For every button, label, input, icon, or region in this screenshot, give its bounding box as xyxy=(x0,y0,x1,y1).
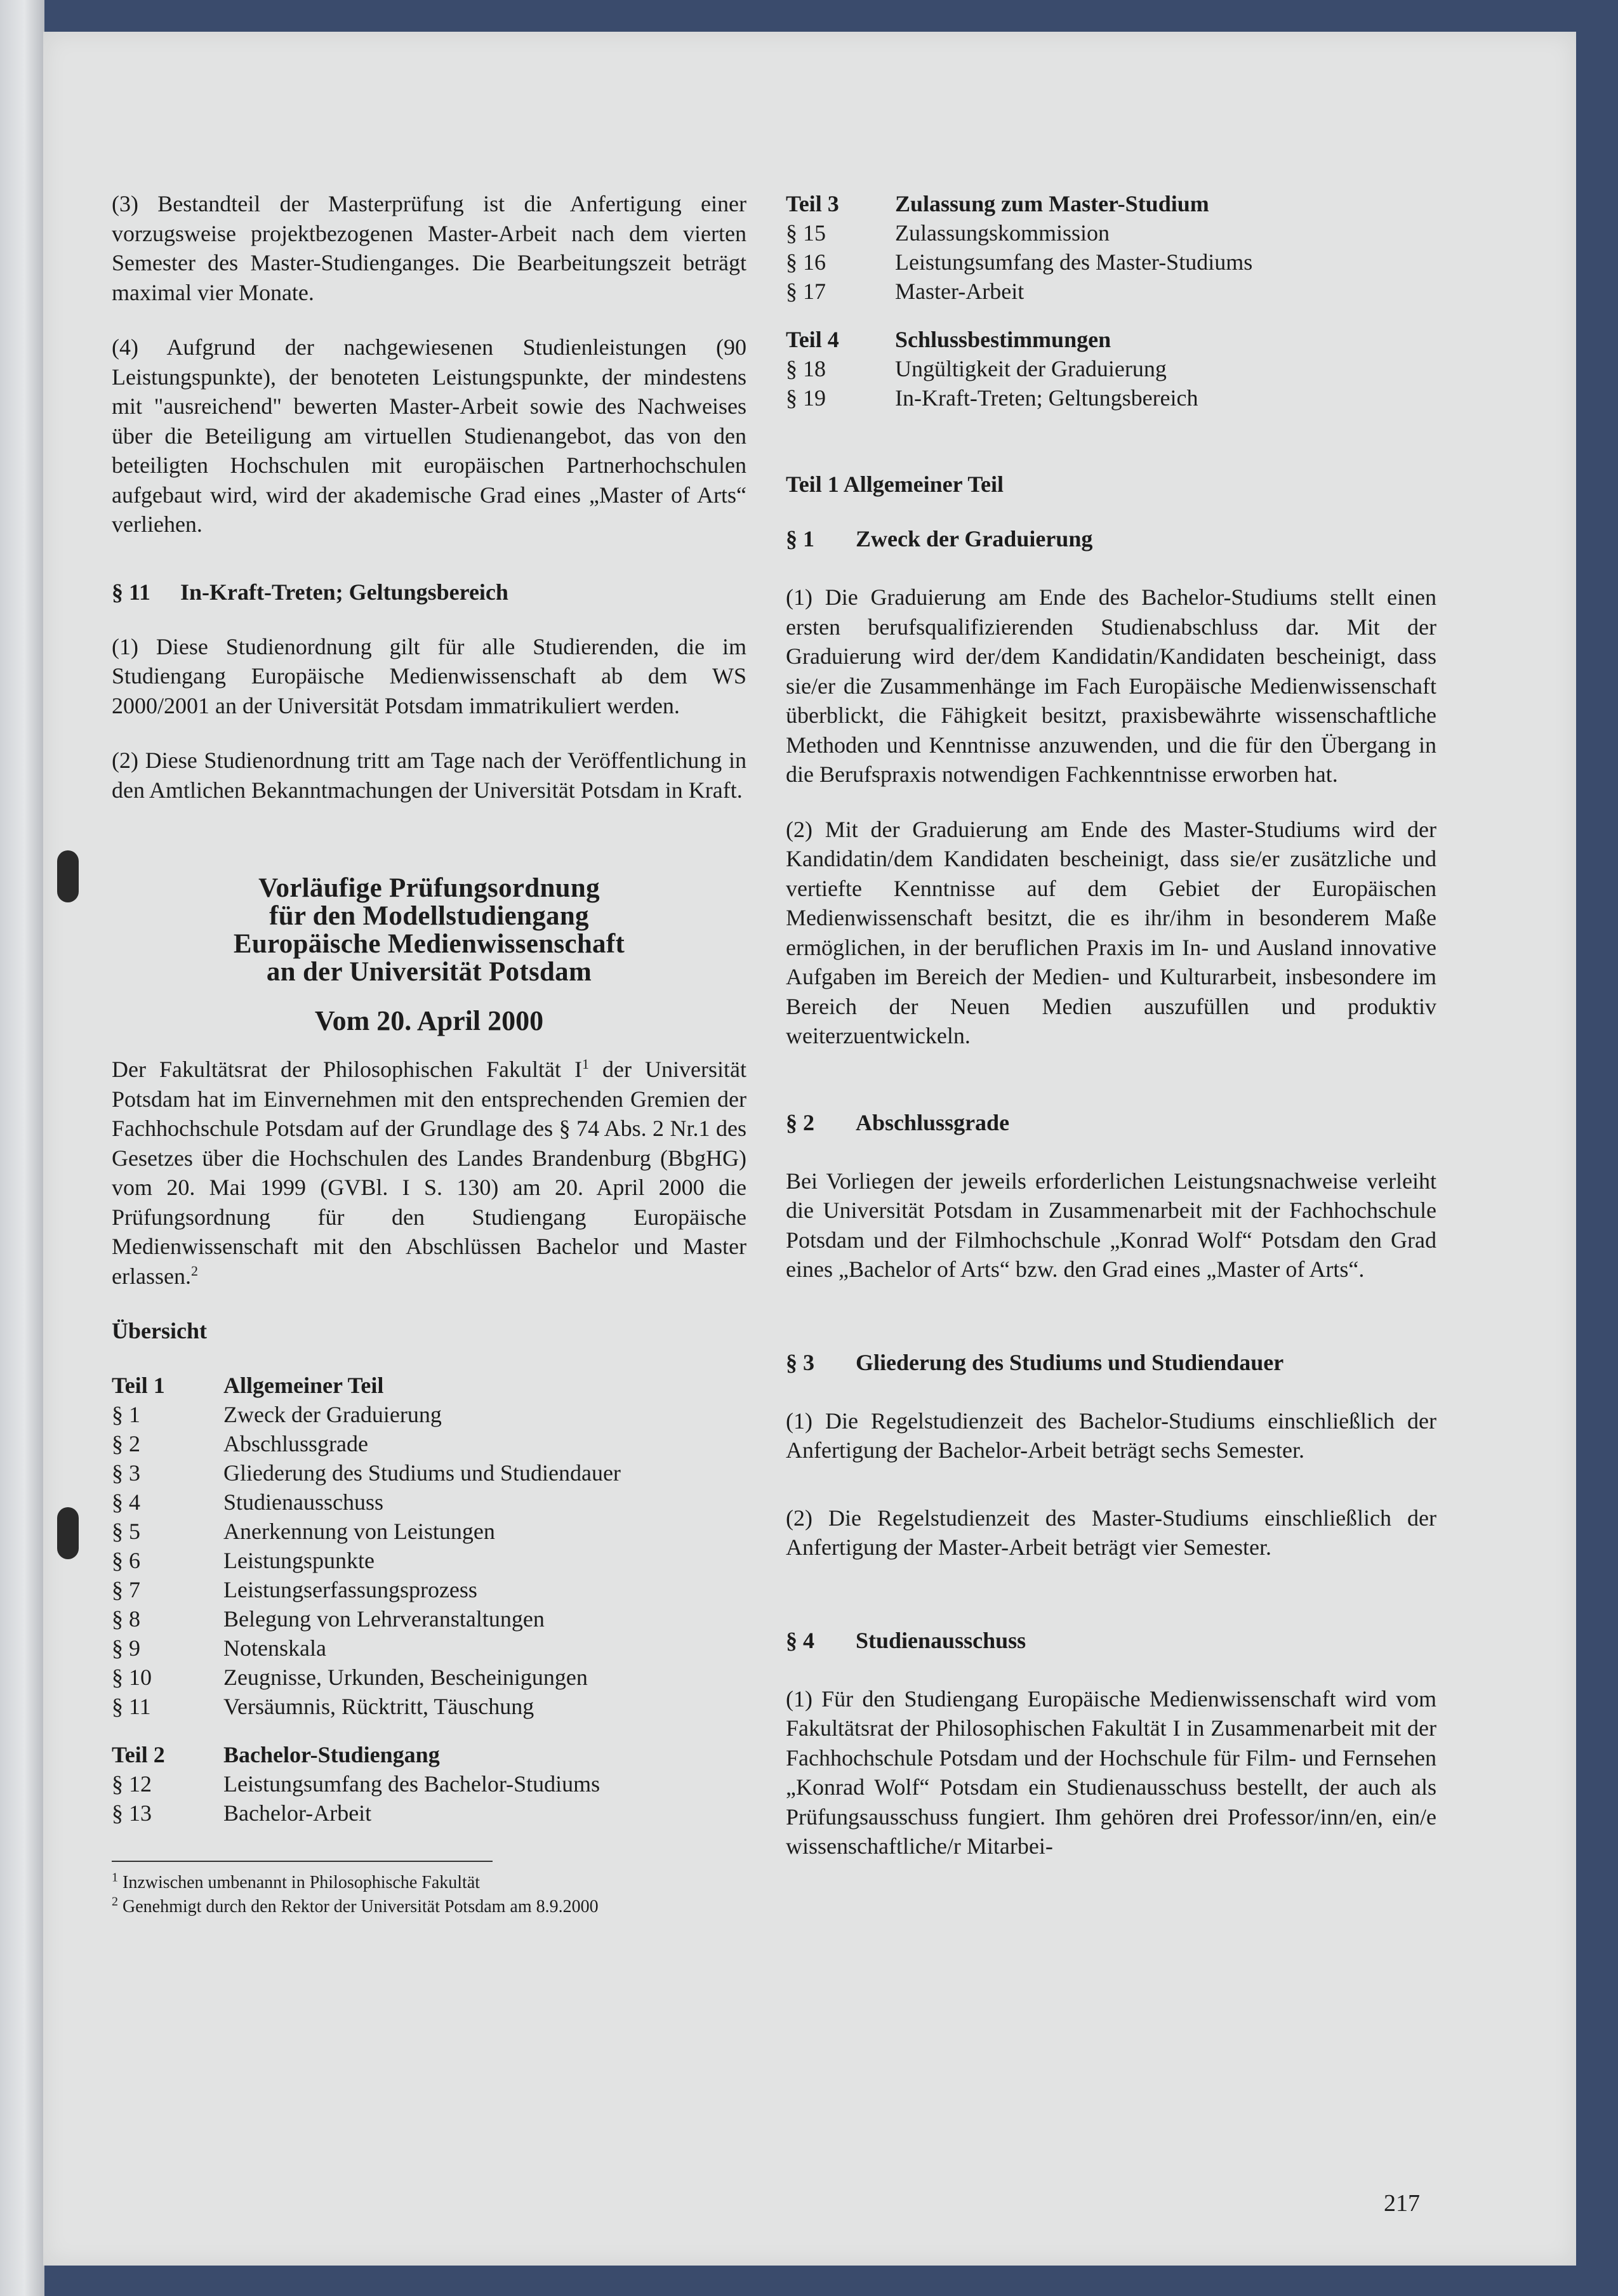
footnote: $^2$ Genehmigt durch den Rektor der Universität Potsdam am 8.9.2000 xyxy=(112,1894,599,1917)
toc-key: § 9 xyxy=(112,1635,140,1661)
section-title: In-Kraft-Treten; Geltungsbereich xyxy=(180,579,508,605)
toc-entry xyxy=(112,1633,746,1663)
toc-key: § 4 xyxy=(112,1489,140,1515)
binding-hole xyxy=(57,850,79,902)
toc-value: Anerkennung von Leistungen xyxy=(223,1519,495,1544)
document-page xyxy=(43,32,1576,2266)
toc-value: Zulassung zum Master-Studium xyxy=(895,191,1209,216)
part-heading: Teil 1 Allgemeiner Teil xyxy=(786,472,1004,497)
toc-part-heading xyxy=(786,189,1436,218)
toc-key: § 13 xyxy=(112,1800,152,1826)
toc-value: Notenskala xyxy=(223,1635,326,1661)
toc-entry xyxy=(786,247,1436,277)
section-heading xyxy=(112,577,746,607)
paragraph: (2) Die Regelstudienzeit des Master-Studiums einschließlich der Anfertigung der Master-Arbeit beträgt vier Semester. xyxy=(786,1505,1436,1560)
toc-value: Ungültigkeit der Graduierung xyxy=(895,356,1167,381)
footnote-rule xyxy=(112,1861,493,1862)
paragraph: (1) Für den Studiengang Europäische Medienwissenschaft wird vom Fakultätsrat der Philosophischen Fakultät I in Zusammenarbeit mit der Fachhochschule Potsdam und der Hochschule für Film- und Fernsehen „Konrad Wolf“ Potsdam ein Studienausschuss bestellt, der auch als Prüfungsausschuss fungiert. Ihm gehören drei Professor/inn/en, ein/e wissenschaftliche/r Mitarbei- xyxy=(786,1686,1436,1859)
toc-entry xyxy=(112,1604,746,1633)
toc-entry xyxy=(112,1769,746,1798)
paragraph: (1) Die Regelstudienzeit des Bachelor-Studiums einschließlich der Anfertigung der Bachelor-Arbeit beträgt sechs Semester. xyxy=(786,1408,1436,1463)
toc-entry xyxy=(112,1517,746,1546)
toc-value: Bachelor-Studiengang xyxy=(223,1742,440,1767)
toc-value: Zulassungskommission xyxy=(895,220,1110,246)
toc-key: Teil 2 xyxy=(112,1742,165,1767)
toc-key: Teil 1 xyxy=(112,1373,165,1398)
toc-entry xyxy=(786,354,1436,383)
toc-entry xyxy=(786,218,1436,247)
section-number: § 11 xyxy=(112,579,151,605)
paragraph: (2) Mit der Graduierung am Ende des Master-Studiums wird der Kandidatin/dem Kandidaten bescheinigt, dass sie/er zusätzliche und vertiefte Kenntnisse auf dem Gebiet der Europäischen Medienwissenschaft besitzt, die es ihr/ihm in besonderem Maße ermöglichen, in der beruflichen Praxis im In- und Ausland innovative Aufgaben im Bereich der Medien- und Kulturarbeit, insbesondere im Bereich der Neuen Medien auszufüllen und produktiv weiterzuentwickeln. xyxy=(786,816,1436,1048)
toc-value: In-Kraft-Treten; Geltungsbereich xyxy=(895,385,1198,411)
paragraph: (2) Diese Studienordnung tritt am Tage nach der Veröffentlichung in den Amtlichen Bekanntmachungen der Universität Potsdam in Kraft. xyxy=(112,748,746,803)
section-heading: § 3 Gliederung des Studiums und Studiendauer xyxy=(786,1349,1284,1375)
page-number: 217 xyxy=(1384,2190,1420,2217)
toc-entry xyxy=(112,1429,746,1458)
book-binding xyxy=(0,0,44,2296)
toc-entry xyxy=(112,1575,746,1604)
title-line: für den Modellstudiengang xyxy=(269,901,589,931)
title-line: Vorläufige Prüfungsordnung xyxy=(258,873,600,903)
toc-key: § 17 xyxy=(786,279,826,304)
toc-value: Leistungsumfang des Bachelor-Studiums xyxy=(223,1771,600,1797)
toc-entry xyxy=(112,1692,746,1721)
toc-value: Gliederung des Studiums und Studiendauer xyxy=(223,1460,621,1486)
section-heading: § 2 Abschlussgrade xyxy=(786,1109,1010,1135)
toc-key: Teil 4 xyxy=(786,327,839,352)
toc-entry xyxy=(112,1400,746,1429)
toc-value: Zeugnisse, Urkunden, Bescheinigungen xyxy=(223,1665,588,1690)
binding-hole xyxy=(57,1507,79,1559)
toc-key: § 18 xyxy=(786,356,826,381)
preamble: Der Fakultätsrat der Philosophischen Fakultät $I^1$ der Universität Potsdam hat im Einvernehmen mit den entsprechenden Gremien der Fachhochschule Potsdam auf der Grundlage des § 74 Abs. 2 Nr.1 des Gesetzes über die Hochschulen des Landes Brandenburg (BbgHG) vom 20. Mai 1999 (GVBl. I S. 130) am 20. April 2000 die Prüfungsordnung für den Studiengang Europäische Medienwissenschaft mit den Abschlüssen Bachelor und Master erlassen.$^2$ xyxy=(112,1056,746,1289)
toc-entry xyxy=(112,1458,746,1488)
table-of-contents xyxy=(786,325,1436,412)
toc-key: § 16 xyxy=(786,249,826,275)
toc-value: Bachelor-Arbeit xyxy=(223,1800,372,1826)
document-date: Vom 20. April 2000 xyxy=(314,1005,544,1036)
toc-entry xyxy=(786,383,1436,412)
toc-key: § 19 xyxy=(786,385,826,411)
toc-value: Leistungsumfang des Master-Studiums xyxy=(895,249,1253,275)
paragraph: (4) Aufgrund der nachgewiesenen Studienleistungen (90 Leistungspunkte), der benoteten Leistungspunkte, der mindestens mit "ausreichend" bewerten Master-Arbeit sowie des Nachweises über die Beteiligung am virtuellen Studienangebot, das von den beteiligten Hochschulen mit europäischen Partnerhochschulen aufgebaut wird, wird der akademische Grad eines „Master of Arts“ verliehen. xyxy=(112,334,746,537)
toc-value: Abschlussgrade xyxy=(223,1431,368,1456)
toc-entry xyxy=(112,1663,746,1692)
toc-key: § 2 xyxy=(112,1431,140,1456)
toc-part-heading xyxy=(112,1740,746,1769)
toc-value: Leistungspunkte xyxy=(223,1548,375,1573)
toc-value: Allgemeiner Teil xyxy=(223,1373,384,1398)
toc-key: § 7 xyxy=(112,1577,140,1602)
toc-entry xyxy=(112,1488,746,1517)
toc-value: Leistungserfassungsprozess xyxy=(223,1577,477,1602)
toc-part-heading xyxy=(786,325,1436,354)
toc-entry xyxy=(112,1546,746,1575)
paragraph: Bei Vorliegen der jeweils erforderlichen Leistungsnachweise verleiht die Universität Potsdam in Zusammenarbeit mit der Fachhochschule Potsdam und der Filmhochschule „Konrad Wolf“ Potsdam den Grad eines „Bachelor of Arts“ bzw. den Grad eines „Master of Arts“. xyxy=(786,1168,1436,1282)
toc-key: § 10 xyxy=(112,1665,152,1690)
toc-part-heading xyxy=(112,1371,746,1400)
table-of-contents xyxy=(786,189,1436,306)
document-title xyxy=(112,874,746,1037)
toc-key: § 8 xyxy=(112,1606,140,1632)
toc-value: Studienausschuss xyxy=(223,1489,383,1515)
paragraph: (1) Die Graduierung am Ende des Bachelor-Studiums stellt einen ersten berufsqualifizierenden Studienabschluss dar. Mit der Graduierung wird der/dem Kandidatin/Kandidaten bescheinigt, dass sie/er die Zusammenhänge im Fach Europäische Medienwissenschaft überblickt, die Fähigkeit besitzt, praxisbewährte wissenschaftliche Methoden und Kenntnisse anzuwenden, und die für den Übergang in die Berufspraxis notwendigen Fachkenntnisse erworben hat. xyxy=(786,584,1436,787)
footnote: $^1$ Inzwischen umbenannt in Philosophische Fakultät xyxy=(112,1870,481,1892)
toc-key: § 6 xyxy=(112,1548,140,1573)
overview-label: Übersicht xyxy=(112,1318,207,1343)
toc-value: Master-Arbeit xyxy=(895,279,1025,304)
toc-value: Belegung von Lehrveranstaltungen xyxy=(223,1606,545,1632)
title-line: an der Universität Potsdam xyxy=(266,957,592,987)
right-column xyxy=(786,189,1436,1861)
paragraph: (3) Bestandteil der Masterprüfung ist die Anfertigung einer vorzugsweise projektbezogenen Master-Arbeit nach dem vierten Semester des Master-Studienganges. Die Bearbeitungszeit beträgt maximal vier Monate. xyxy=(112,191,746,305)
toc-key: Teil 3 xyxy=(786,191,839,216)
section-heading: § 4 Studienausschuss xyxy=(786,1627,1026,1653)
toc-value: Versäumnis, Rücktritt, Täuschung xyxy=(223,1694,534,1719)
title-line: Europäische Medienwissenschaft xyxy=(233,929,625,959)
toc-key: § 15 xyxy=(786,220,826,246)
toc-entry xyxy=(786,277,1436,306)
toc-key: § 1 xyxy=(112,1402,140,1427)
toc-key: § 3 xyxy=(112,1460,140,1486)
table-of-contents xyxy=(112,1740,746,1828)
toc-value: Zweck der Graduierung xyxy=(223,1402,442,1427)
toc-key: § 11 xyxy=(112,1694,151,1719)
toc-entry xyxy=(112,1798,746,1828)
toc-key: § 5 xyxy=(112,1519,140,1544)
toc-value: Schlussbestimmungen xyxy=(895,327,1111,352)
paragraph: (1) Diese Studienordnung gilt für alle Studierenden, die im Studiengang Europäische Medienwissenschaft ab dem WS 2000/2001 an der Universität Potsdam immatrikuliert werden. xyxy=(112,633,746,718)
toc-key: § 12 xyxy=(112,1771,152,1797)
left-column xyxy=(112,189,746,1919)
table-of-contents xyxy=(112,1371,746,1721)
section-heading: § 1 Zweck der Graduierung xyxy=(786,526,1093,551)
